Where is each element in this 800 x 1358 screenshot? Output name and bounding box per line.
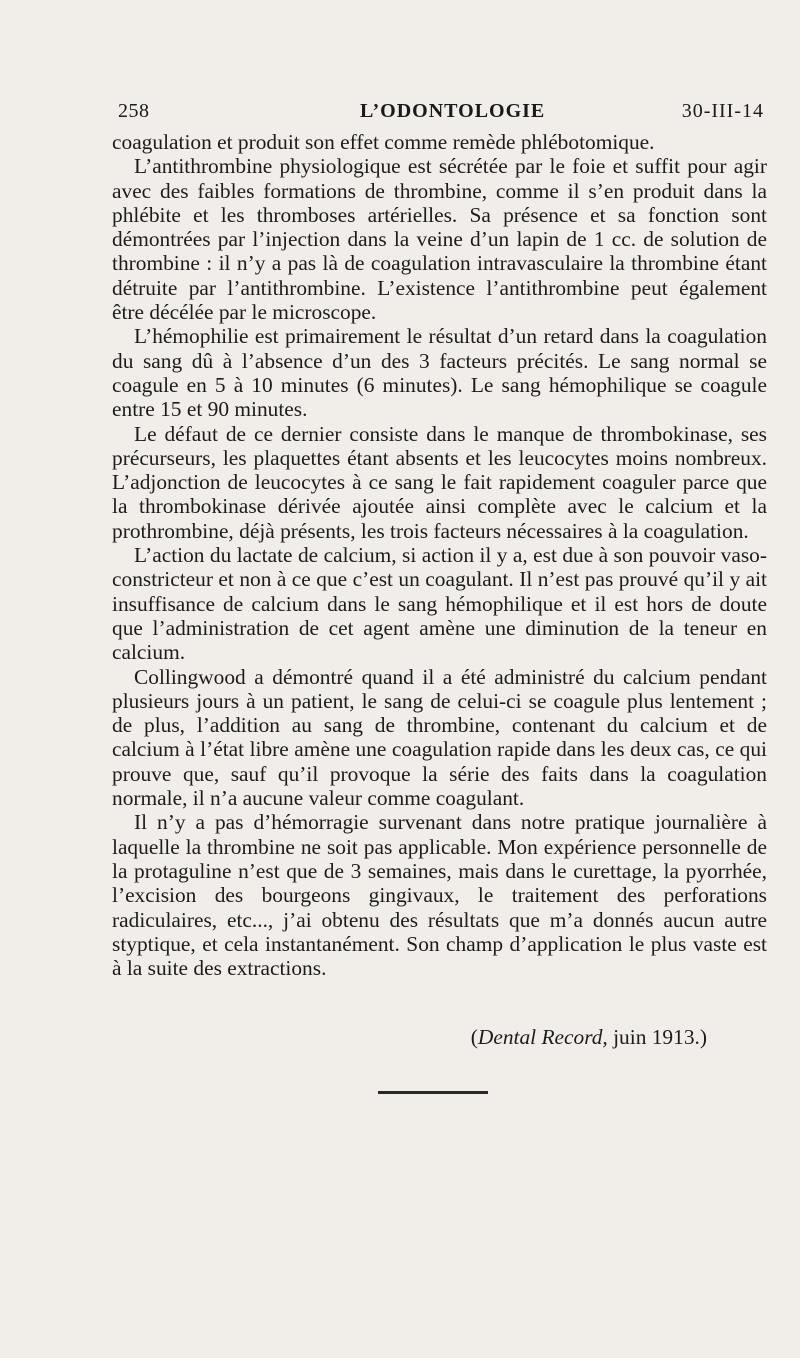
paragraph-hemorragie: Il n’y a pas d’hémorragie survenant dans notre pratique journalière à laquelle la thrombine ne soit pas applicable. Mon expérience personnelle de la protaguline n’est que de 3 semaines, mais dans le curettage, la pyorrhée, l’excision des bourgeons gingivaux, le traitement des perforations radiculaires, etc..., j’ai obtenu des résultats que m’a donnés aucun autre styptique, et cela instantanément. Son champ d’application le plus vaste est à la suite des extractions. [112, 810, 767, 981]
paragraph-collingwood: Collingwood a démontré quand il a été administré du calcium pendant plusieurs jours à un patient, le sang de celui-ci se coagule plus lentement ; de plus, l’addition au sang de thrombine, contenant du calcium et de calcium à l’état libre amène une coagulation rapide dans les deux cas, ce qui prouve que, sauf qu’il provoque la série des faits dans la coagulation normale, il n’a aucune valeur comme coagulant. [112, 664, 767, 811]
citation-close: ) [699, 1025, 707, 1049]
paragraph-hemophilie: L’hémophilie est primairement le résultat d’un retard dans la coagulation du sang dû à l’absence d’un des 3 facteurs précités. Le sang normal se coagule en 5 à 10 minutes (6 minutes). Le sang hémophilique se coagule entre 15 et 90 minutes. [112, 324, 767, 422]
paragraph-defaut: Le défaut de ce dernier consiste dans le manque de thrombokinase, ses précurseurs, les plaquettes étant absents et les leucocytes moins nombreux. L’adjonction de leucocytes à ce sang le fait rapidement coaguler parce que la thrombokinase dérivée ajoutée ainsi complète avec le calcium et la prothrombine, déjà présents, les trois facteurs nécessaires à la coagulation. [112, 421, 767, 543]
article-body [112, 130, 767, 980]
citation-date: juin 1913. [607, 1025, 700, 1049]
section-divider [378, 1091, 488, 1094]
running-header [112, 98, 768, 128]
paragraph-lactate: L’action du lactate de calcium, si action il y a, est due à son pouvoir vaso-constricteur et non à ce que c’est un coagulant. Il n’est pas prouvé qu’il y ait insuffisance de calcium dans le sang hémophilique et il est hors de doute que l’administration de cet agent amène une diminution de la teneur en calcium. [112, 543, 767, 665]
journal-title: L’ODONTOLOGIE [360, 100, 546, 122]
issue-date: 30-III-14 [681, 100, 764, 122]
paragraph-continuation: coagulation et produit son effet comme remède phlébotomique. [112, 130, 655, 154]
citation-open: ( [470, 1025, 478, 1049]
citation-source: Dental Record, [477, 1025, 608, 1049]
page-number: 258 [118, 100, 150, 122]
paragraph-antithrombine: L’antithrombine physiologique est sécrétée par le foie et suffit pour agir avec des faibles formations de thrombine, comme il s’en produit dans la phlébite et les thromboses artérielles. Sa présence et sa fonction sont démontrées par l’injection dans la veine d’un lapin de 1 cc. de solution de thrombine : il n’y a pas là de coagulation intravasculaire la thrombine étant détruite par l’antithrombine. L’existence l’antithrombine peut également être décélée par le microscope. [112, 154, 767, 325]
citation [112, 1025, 707, 1049]
